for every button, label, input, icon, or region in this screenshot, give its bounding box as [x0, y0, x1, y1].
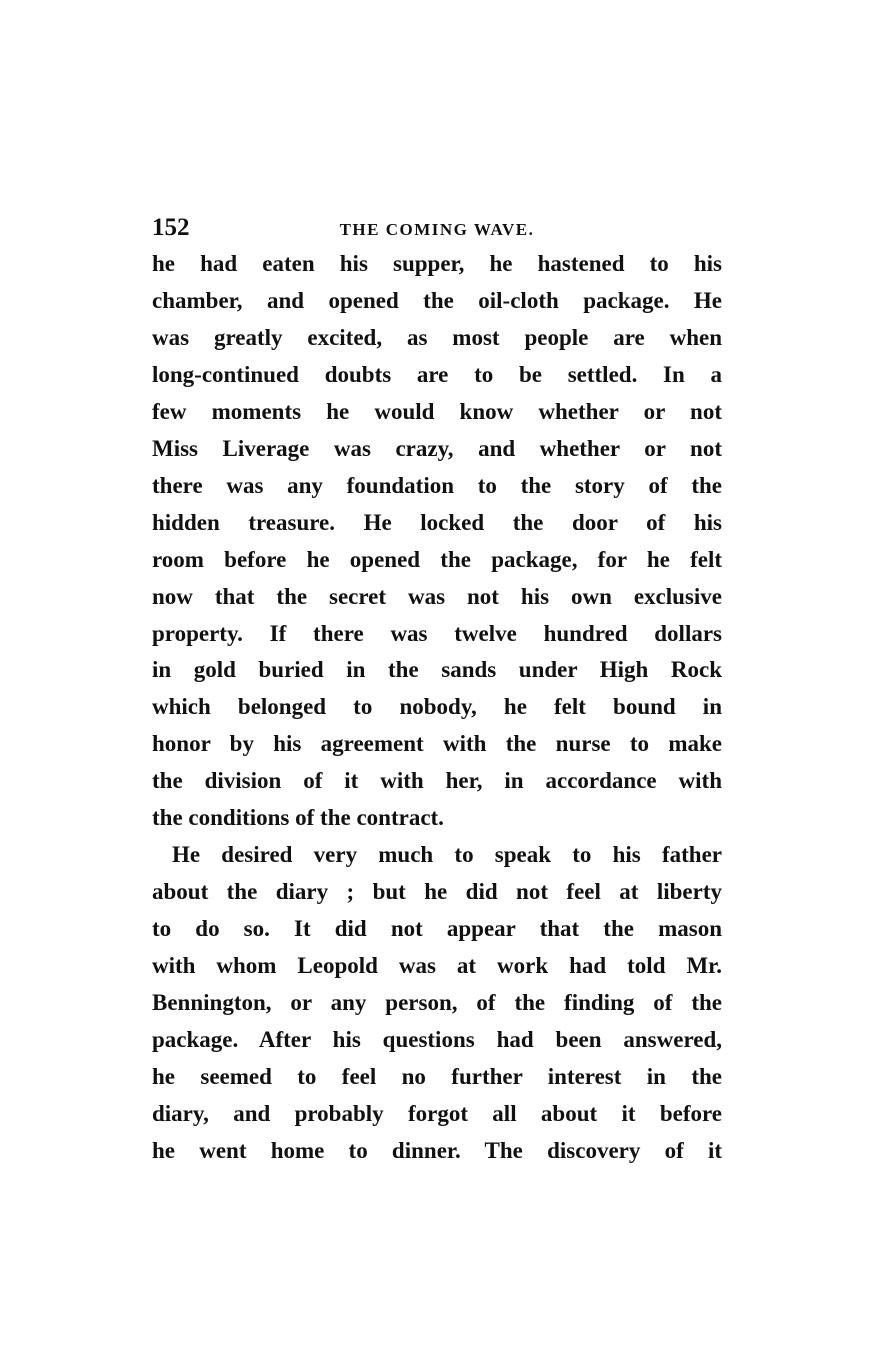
- text-line: about the diary ; but he did not feel at liberty: [152, 879, 722, 905]
- text-line: property. If there was twelve hundred dollars: [152, 620, 722, 646]
- text-line: package. After his questions had been answered,: [152, 1027, 722, 1053]
- paragraph: [152, 246, 722, 837]
- paragraph: [152, 837, 722, 1170]
- text-line: in gold buried in the sands under High Rock: [152, 657, 722, 683]
- text-line: diary, and probably forgot all about it before: [152, 1100, 722, 1126]
- text-line: Miss Liverage was crazy, and whether or not: [152, 435, 722, 461]
- text-line: the conditions of the contract.: [152, 805, 444, 831]
- text-line: the division of it with her, in accordance with: [152, 768, 722, 794]
- text-line: he had eaten his supper, he hastened to his: [152, 251, 722, 276]
- text-line: he seemed to feel no further interest in the: [152, 1063, 722, 1089]
- text-line: now that the secret was not his own exclusive: [152, 583, 722, 609]
- text-line: he went home to dinner. The discovery of it: [152, 1137, 722, 1163]
- running-header: [152, 214, 722, 248]
- text-line: with whom Leopold was at work had told Mr.: [152, 953, 722, 979]
- text-line: was greatly excited, as most people are when: [152, 324, 722, 350]
- text-line: He desired very much to speak to his father: [172, 842, 722, 868]
- text-line: which belonged to nobody, he felt bound in: [152, 694, 722, 720]
- text-line: few moments he would know whether or not: [152, 398, 722, 424]
- text-line: chamber, and opened the oil-cloth package. He: [152, 287, 722, 313]
- running-title: THE COMING WAVE.: [339, 220, 535, 239]
- text-line: to do so. It did not appear that the mason: [152, 916, 722, 942]
- text-line: honor by his agreement with the nurse to make: [152, 731, 722, 757]
- page-number: 152: [152, 214, 190, 241]
- text-line: long-continued doubts are to be settled. In a: [152, 361, 722, 387]
- page-body: [152, 246, 722, 1170]
- text-line: room before he opened the package, for he felt: [152, 546, 722, 572]
- text-line: hidden treasure. He locked the door of his: [152, 509, 722, 535]
- text-line: Bennington, or any person, of the finding of the: [152, 990, 722, 1016]
- text-line: there was any foundation to the story of the: [152, 472, 722, 498]
